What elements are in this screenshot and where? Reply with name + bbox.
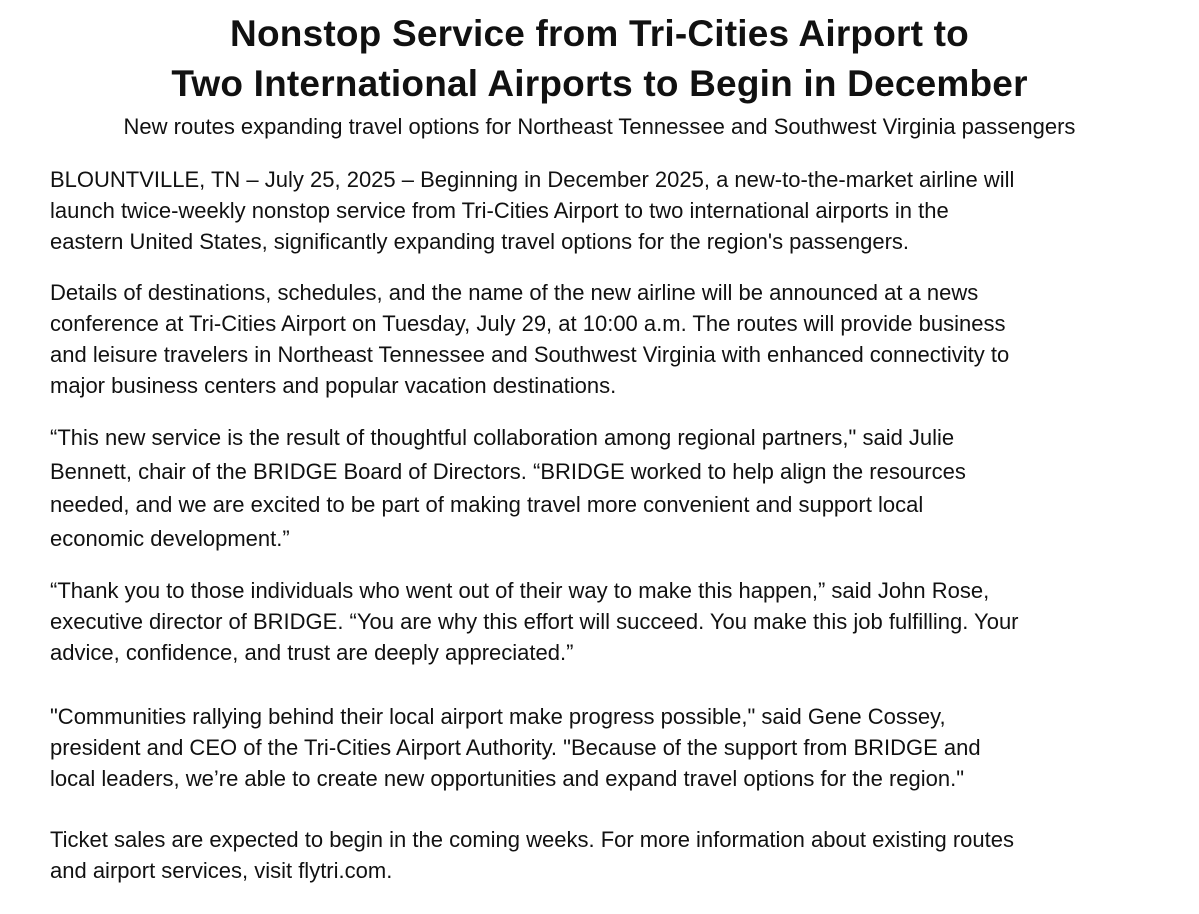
- paragraph-line: and airport services, visit flytri.com.: [50, 858, 393, 883]
- paragraph-line: president and CEO of the Tri-Cities Airport Authority. "Because of the support from BRIDGE and: [50, 735, 981, 760]
- paragraph-line: major business centers and popular vacation destinations.: [50, 373, 617, 398]
- paragraph-line: conference at Tri-Cities Airport on Tuesday, July 29, at 10:00 a.m. The routes will provide business: [50, 311, 1006, 336]
- paragraph-line: and leisure travelers in Northeast Tennessee and Southwest Virginia with enhanced connectivity to: [50, 342, 1010, 367]
- paragraph-dateline: [50, 164, 1160, 257]
- headline-line-2: Two International Airports to Begin in December: [171, 63, 1028, 104]
- paragraph-line: Bennett, chair of the BRIDGE Board of Directors. “BRIDGE worked to help align the resources: [50, 458, 966, 484]
- paragraph-details: [50, 277, 1160, 401]
- paragraph-quote-cossey: [50, 701, 1160, 794]
- paragraph-line: executive director of BRIDGE. “You are why this effort will succeed. You make this job fulfilling. Your: [50, 609, 1019, 634]
- paragraph-line: BLOUNTVILLE, TN – July 25, 2025 – Beginning in December 2025, a new-to-the-market airline will: [50, 167, 1015, 192]
- paragraph-line: needed, and we are excited to be part of making travel more convenient and support local: [50, 492, 924, 517]
- paragraph-line: Details of destinations, schedules, and the name of the new airline will be announced at a news: [50, 280, 979, 305]
- subheadline: New routes expanding travel options for Northeast Tennessee and Southwest Virginia passengers: [123, 114, 1076, 139]
- paragraph-line: economic development.”: [50, 525, 290, 551]
- headline-line-1: Nonstop Service from Tri-Cities Airport to: [230, 13, 969, 54]
- paragraph-ticket-sales: [50, 824, 1160, 886]
- paragraph-line: local leaders, we’re able to create new opportunities and expand travel options for the region.": [50, 766, 965, 791]
- paragraph-line: “Thank you to those individuals who went out of their way to make this happen,” said John Rose,: [50, 578, 990, 603]
- paragraph-line: eastern United States, significantly expanding travel options for the region's passengers.: [50, 229, 910, 254]
- paragraph-line: “This new service is the result of thoughtful collaboration among regional partners," said Julie: [50, 425, 955, 450]
- paragraph-line: Ticket sales are expected to begin in the coming weeks. For more information about existing routes: [50, 827, 1015, 852]
- paragraph-line: launch twice-weekly nonstop service from Tri-Cities Airport to two international airports in the: [50, 198, 949, 223]
- paragraph-quote-rose: [50, 575, 1160, 668]
- paragraph-line: "Communities rallying behind their local airport make progress possible," said Gene Cossey,: [50, 704, 946, 729]
- paragraph-line: advice, confidence, and trust are deeply appreciated.”: [50, 640, 574, 665]
- paragraph-quote-bennett: [50, 421, 1160, 555]
